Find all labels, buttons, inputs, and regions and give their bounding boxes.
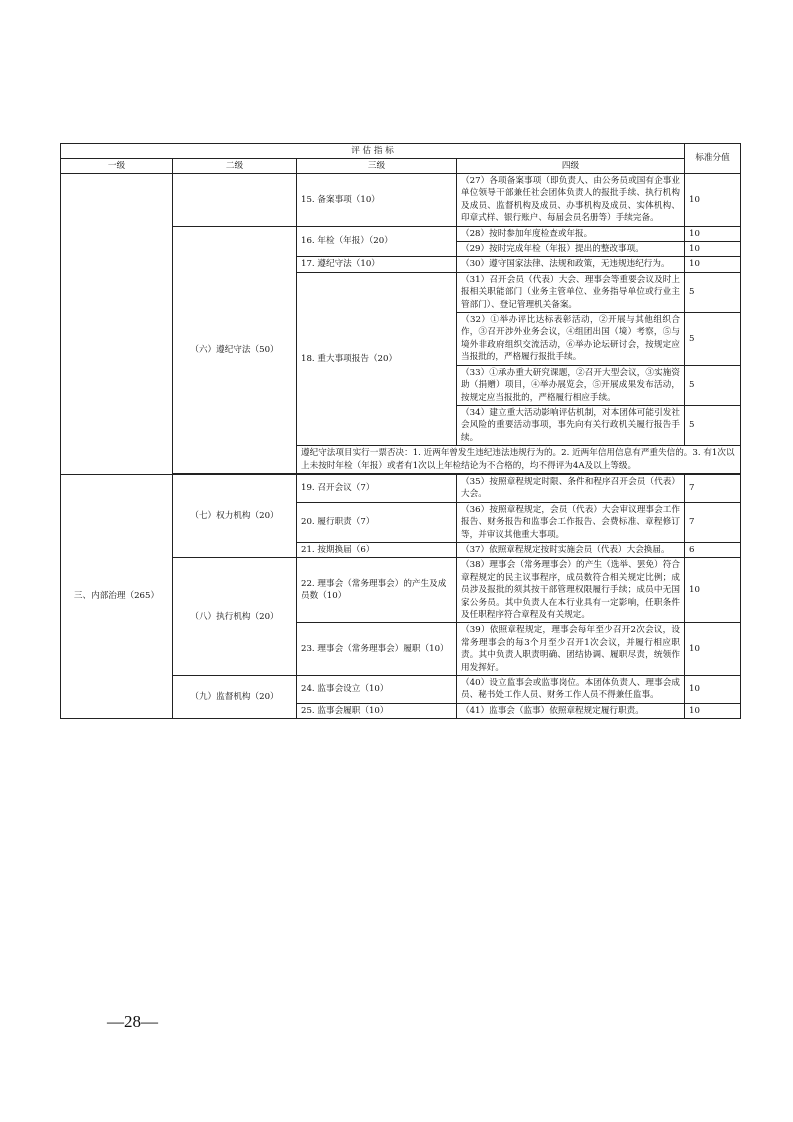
table-header-row [61,144,741,159]
table-subheader-row [61,159,741,174]
score-29: 10 [685,242,741,257]
level3-item-21: 21. 按期换届（6） [297,542,457,557]
score-27: 10 [685,174,741,227]
level1-governance: 三、内部治理（265） [61,474,173,718]
score-33: 5 [685,365,741,405]
header-level2: 二级 [173,159,297,174]
header-level1: 一级 [61,159,173,174]
score-40: 10 [685,676,741,704]
level3-item-23: 23. 理事会（常务理事会）履职（10） [297,623,457,676]
score-41: 10 [685,703,741,718]
level4-item-41: （41）监事会（监事）依照章程规定履行职责。 [457,703,685,718]
level3-item-25: 25. 监事会履职（10） [297,703,457,718]
level4-item-27: （27）各项备案事项（即负责人、由公务员或国有企事业单位领导干部兼任社会团体负责人的报批手续、执行机构及成员、监督机构及成员、办事机构及成员、实体机构、印章式样、银行账户、每届会员名册等）手续完备。 [457,174,685,227]
score-35: 7 [685,474,741,502]
level4-item-28: （28）按时参加年度检查或年报。 [457,226,685,241]
level3-item-24: 24. 监事会设立（10） [297,676,457,704]
score-34: 5 [685,405,741,445]
level3-item-18: 18. 重大事项报告（20） [297,272,457,445]
score-39: 10 [685,623,741,676]
header-score: 标准分值 [685,144,741,174]
level2-exec: （八）执行机构（20） [173,558,297,676]
level2-law: （六）遵纪守法（50） [173,226,297,473]
table-row [61,174,741,227]
level4-item-32: （32）①举办评比达标表彰活动，②开展与其他组织合作，③召开涉外业务会议，④组团出国（境）考察，⑤与境外非政府组织交流活动，⑥举办论坛研讨会，按规定应当报批的，严格履行报批手续。 [457,313,685,366]
level4-item-37: （37）依照章程规定按时实施会员（代表）大会换届。 [457,542,685,557]
level4-item-36: （36）按照章程规定，会员（代表）大会审议理事会工作报告、财务报告和监事会工作报告、会费标准、章程修订等，并审议其他重大事项。 [457,502,685,542]
level2-cell-empty [173,174,297,227]
score-38: 10 [685,558,741,623]
page-number: —28— [107,1012,158,1031]
level4-item-33: （33）①承办重大研究课题，②召开大型会议，③实施资助（捐赠）项目，④举办展览会，⑤开展成果发布活动，按规定应当报批的，严格履行相应手续。 [457,365,685,405]
level4-item-35: （35）按照章程规定时限、条件和程序召开会员（代表）大会。 [457,474,685,502]
header-level3: 三级 [297,159,457,174]
level3-item-22: 22. 理事会（常务理事会）的产生及成员数（10） [297,558,457,623]
level4-item-39: （39）依照章程规定，理事会每年至少召开2次会议，设常务理事会的每3个月至少召开1次会议，并履行相应职责。其中负责人职责明确、团结协调、履职尽责，统领作用发挥好。 [457,623,685,676]
level4-item-40: （40）设立监事会或监事岗位。本团体负责人、理事会成员、秘书处工作人员、财务工作人员不得兼任监事。 [457,676,685,704]
level2-supervise: （九）监督机构（20） [173,676,297,719]
level3-item-16: 16. 年检（年报）（20） [297,226,457,257]
level4-item-34: （34）建立重大活动影响评估机制，对本团体可能引发社会风险的重要活动事项，事先向有关行政机关履行报告手续。 [457,405,685,445]
level4-item-29: （29）按时完成年检（年报）提出的整改事项。 [457,242,685,257]
level4-item-30: （30）遵守国家法律、法规和政策，无违规违纪行为。 [457,257,685,272]
score-37: 6 [685,542,741,557]
table-row [61,474,741,502]
level3-item-19: 19. 召开会议（7） [297,474,457,502]
level4-item-38: （38）理事会（常务理事会）的产生（选举、罢免）符合章程规定的民主议事程序，成员数符合相关规定比例；成员涉及报批的须其按干部管理权限履行手续；成员中无国家公务员。其中负责人在本行业具有一定影响，任职条件及任职程序符合章程及有关规定。 [457,558,685,623]
level4-item-31: （31）召开会员（代表）大会、理事会等重要会议及时上报相关职能部门（业务主管单位、业务指导单位或行业主管部门）、登记管理机关备案。 [457,272,685,312]
evaluation-table [60,143,741,719]
level2-power: （七）权力机构（20） [173,474,297,557]
level3-item-17: 17. 遵纪守法（10） [297,257,457,272]
header-level4: 四级 [457,159,685,174]
score-32: 5 [685,313,741,366]
header-group: 评 估 指 标 [61,144,685,159]
level3-item-15: 15. 备案事项（10） [297,174,457,227]
level1-cell-empty [61,174,173,475]
score-28: 10 [685,226,741,241]
veto-note: 遵纪守法项目实行一票否决：1. 近两年曾发生违纪违法违规行为的。2. 近两年信用信息有严重失信的。3. 有1次以上未按时年检（年报）或者有1次以上年检结论为不合格的，均不得评为4A及以上等级。 [297,446,741,474]
score-30: 10 [685,257,741,272]
score-36: 7 [685,502,741,542]
score-31: 5 [685,272,741,312]
level3-item-20: 20. 履行职责（7） [297,502,457,542]
